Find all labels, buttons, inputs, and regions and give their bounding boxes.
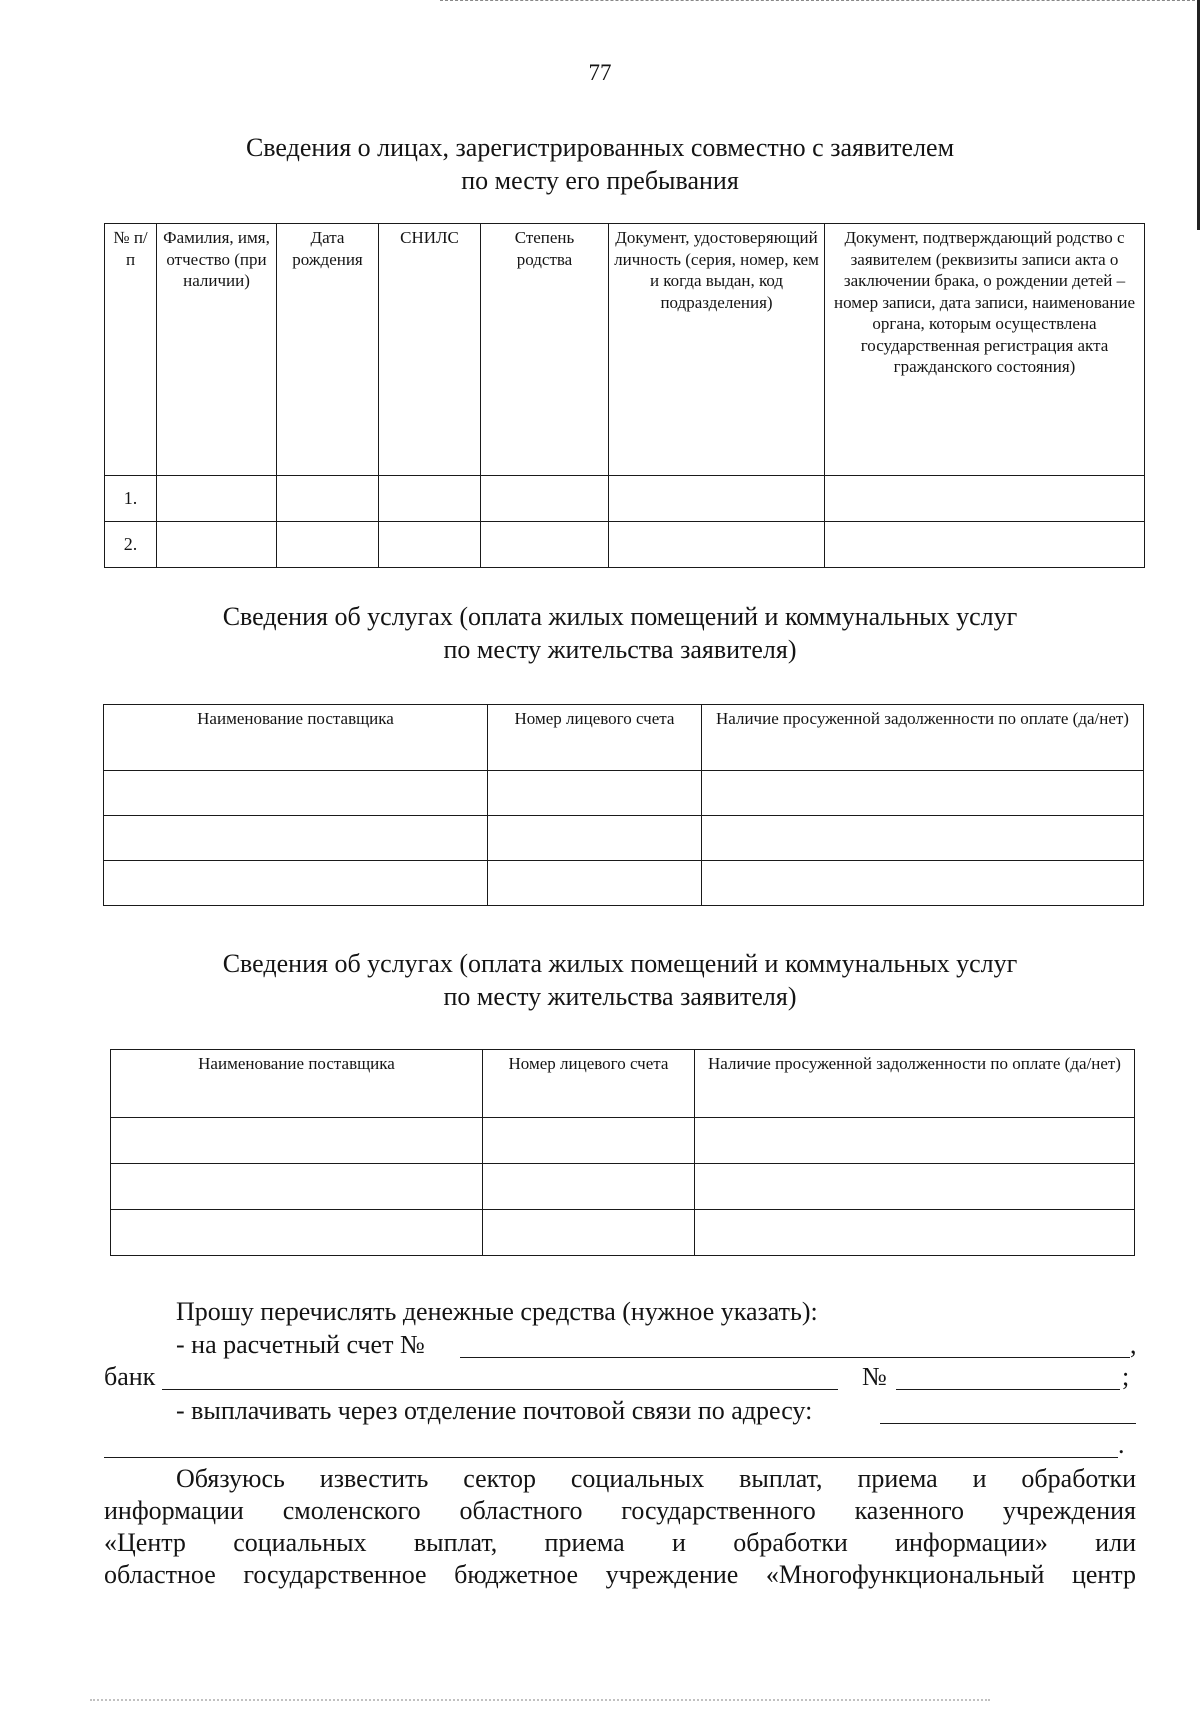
debt-cell[interactable]: [702, 816, 1144, 861]
account-cell[interactable]: [483, 1210, 695, 1256]
kinship-cell[interactable]: [481, 476, 609, 522]
snils-cell[interactable]: [379, 522, 481, 568]
section1-title-line1: Сведения о лицах, зарегистрированных совместно с заявителем: [245, 133, 955, 162]
post-address-field-2[interactable]: [104, 1457, 1118, 1458]
col-number-header: № п/п: [105, 224, 157, 476]
debt-cell[interactable]: [695, 1118, 1135, 1164]
services-table-1: [103, 704, 1144, 906]
birthdate-cell[interactable]: [277, 476, 379, 522]
account-cell[interactable]: [488, 771, 702, 816]
bank-number-field[interactable]: [896, 1389, 1120, 1390]
account-end-punct: ,: [1130, 1330, 1137, 1359]
post-address-field-1[interactable]: [880, 1423, 1136, 1424]
debt-cell[interactable]: [695, 1164, 1135, 1210]
table-row: [104, 816, 1144, 861]
col-kinship-header: Степень родства: [481, 224, 609, 476]
account-cell[interactable]: [483, 1164, 695, 1210]
fullname-cell[interactable]: [157, 476, 277, 522]
supplier-cell[interactable]: [104, 861, 488, 906]
col-supplier-header: Наименование поставщика: [111, 1050, 483, 1118]
section1-title: [0, 131, 1200, 197]
col-debt-header: Наличие просуженной задолженности по оплате (да/нет): [702, 705, 1144, 771]
post-end-punct: .: [1118, 1430, 1125, 1459]
col-fullname-header: Фамилия, имя, отчество (при наличии): [157, 224, 277, 476]
table-header-row: [104, 705, 1144, 771]
birthdate-cell[interactable]: [277, 522, 379, 568]
services-table-2: [110, 1049, 1135, 1256]
section2-title-line1: Сведения об услугах (оплата жилых помещений и коммунальных услуг: [222, 602, 1018, 631]
id-document-cell[interactable]: [609, 476, 825, 522]
section2-title-line2: по месту жительства заявителя): [443, 635, 797, 664]
row-number: 1.: [105, 476, 157, 522]
table-row: [111, 1118, 1135, 1164]
col-account-header: Номер лицевого счета: [488, 705, 702, 771]
account-number-field[interactable]: [460, 1357, 1130, 1358]
supplier-cell[interactable]: [104, 816, 488, 861]
table-row: [111, 1210, 1135, 1256]
scan-edge-top: [440, 0, 1200, 4]
row-number: 2.: [105, 522, 157, 568]
table-header-row: [111, 1050, 1135, 1118]
section3-title: [0, 947, 1200, 1013]
table-row: [111, 1164, 1135, 1210]
table-row: [104, 861, 1144, 906]
bank-name-field[interactable]: [162, 1389, 838, 1390]
bank-end-punct: ;: [1122, 1362, 1130, 1391]
snils-cell[interactable]: [379, 476, 481, 522]
post-office-label: - выплачивать через отделение почтовой связи по адресу:: [176, 1396, 813, 1425]
table-row: [105, 522, 1145, 568]
account-label: - на расчетный счет №: [176, 1330, 425, 1359]
obligation-text-1: Обязуюсь известить сектор социальных выплат, приема и обработки: [176, 1464, 1136, 1493]
debt-cell[interactable]: [695, 1210, 1135, 1256]
scan-edge-bottom: [90, 1699, 990, 1707]
obligation-line-2: информации смоленского областного государственного казенного учреждения: [104, 1496, 1136, 1525]
payment-intro: Прошу перечислять денежные средства (нужное указать):: [176, 1297, 818, 1326]
col-birthdate-header: Дата рождения: [277, 224, 379, 476]
table-row: [105, 476, 1145, 522]
page-number: 77: [588, 60, 612, 85]
supplier-cell[interactable]: [104, 771, 488, 816]
fullname-cell[interactable]: [157, 522, 277, 568]
section2-title: [0, 600, 1200, 666]
col-id-document-header: Документ, удостоверяющий личность (серия, номер, кем и когда выдан, код подразделения): [609, 224, 825, 476]
kinship-cell[interactable]: [481, 522, 609, 568]
account-cell[interactable]: [488, 816, 702, 861]
table-header-row: [105, 224, 1145, 476]
col-debt-header: Наличие просуженной задолженности по оплате (да/нет): [695, 1050, 1135, 1118]
section1-title-line2: по месту его пребывания: [461, 166, 739, 195]
supplier-cell[interactable]: [111, 1210, 483, 1256]
debt-cell[interactable]: [702, 771, 1144, 816]
kinship-document-cell[interactable]: [825, 522, 1145, 568]
registered-persons-table: [104, 223, 1145, 568]
col-supplier-header: Наименование поставщика: [104, 705, 488, 771]
obligation-line-3: «Центр социальных выплат, приема и обработки информации» или: [104, 1528, 1136, 1557]
col-account-header: Номер лицевого счета: [483, 1050, 695, 1118]
id-document-cell[interactable]: [609, 522, 825, 568]
section3-title-line1: Сведения об услугах (оплата жилых помещений и коммунальных услуг: [222, 949, 1018, 978]
supplier-cell[interactable]: [111, 1118, 483, 1164]
bank-number-label: №: [862, 1362, 887, 1391]
col-snils-header: СНИЛС: [379, 224, 481, 476]
bank-label: банк: [104, 1362, 156, 1391]
col-kinship-document-header: Документ, подтверждающий родство с заявителем (реквизиты записи акта о заключении брака, о рождении детей – номер записи, дата записи, наименование органа, которым осуществлена государственная регистрация акта гражданского состояния): [825, 224, 1145, 476]
table-row: [104, 771, 1144, 816]
debt-cell[interactable]: [702, 861, 1144, 906]
account-cell[interactable]: [483, 1118, 695, 1164]
obligation-line-1: [104, 1463, 1136, 1494]
supplier-cell[interactable]: [111, 1164, 483, 1210]
obligation-line-4: областное государственное бюджетное учреждение «Многофункциональный центр: [104, 1560, 1136, 1589]
section3-title-line2: по месту жительства заявителя): [443, 982, 797, 1011]
kinship-document-cell[interactable]: [825, 476, 1145, 522]
account-cell[interactable]: [488, 861, 702, 906]
